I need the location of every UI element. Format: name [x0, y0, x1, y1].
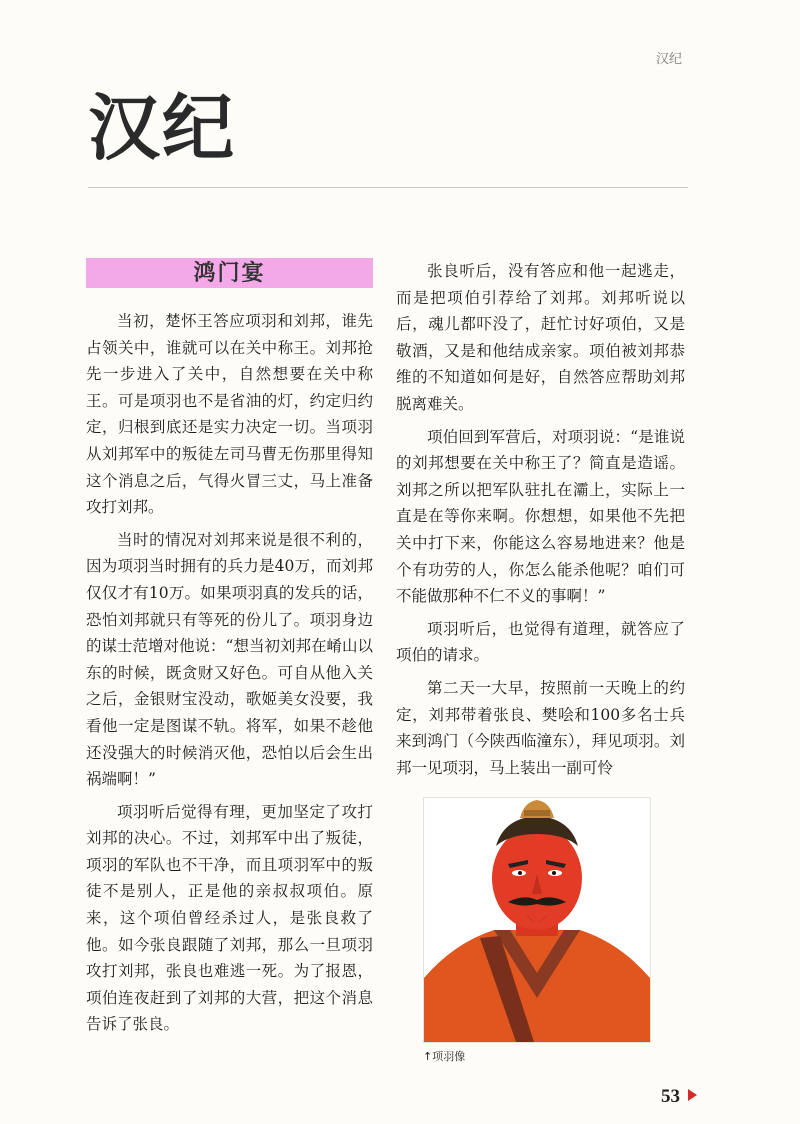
left-column	[86, 258, 373, 1044]
paragraph: 项羽听后觉得有理，更加坚定了攻打刘邦的决心。不过，刘邦军中出了叛徒，项羽的军队也不干净，而且项羽军中的叛徒不是别人，正是他的亲叔叔项伯。原来，这个项伯曾经杀过人，是张良救了他。如今张良跟随了刘邦，那么一旦项羽攻打刘邦，张良也难逃一死。为了报恩，项伯连夜赶到了刘邦的大营，把这个消息告诉了张良。	[86, 802, 373, 1034]
page-number: 53	[661, 1086, 680, 1107]
running-header: 汉纪	[655, 52, 682, 67]
paragraph: 当初，楚怀王答应项羽和刘邦，谁先占领关中，谁就可以在关中称王。刘邦抢先一步进入了关中，自然想要在关中称王。可是项羽也不是省油的灯，约定归约定，归根到底还是实力决定一切。当项羽从刘邦军中的叛徒左司马曹无伤那里得知这个消息之后，气得火冒三丈，马上准备攻打刘邦。	[86, 312, 373, 517]
portrait-image	[423, 797, 651, 1043]
title-rule	[88, 187, 688, 188]
page-title: 汉纪	[88, 86, 237, 170]
next-page-arrow-icon	[688, 1089, 697, 1101]
right-column	[396, 258, 685, 787]
paragraph: 第二天一大早，按照前一天晚上的约定，刘邦带着张良、樊哙和100多名士兵来到鸿门（今陕西临潼东），拜见项羽。刘邦一见项羽，马上装出一副可怜	[396, 678, 685, 777]
paragraph: 项伯回到军营后，对项羽说：“是谁说的刘邦想要在关中称王了？简直是造谣。刘邦之所以把军队驻扎在灞上，实际上一直是在等你来啊。你想想，如果他不先把关中打下来，你能这么容易地进来？他是个有功劳的人，你怎么能杀他呢？咱们可不能做那种不仁不义的事啊！”	[396, 427, 685, 606]
paragraph: 当时的情况对刘邦来说是很不利的，因为项羽当时拥有的兵力是40万，而刘邦仅仅才有10万。如果项羽真的发兵的话，恐怕刘邦就只有等死的份儿了。项羽身边的谋士范增对他说：“想当初刘邦在崤山以东的时候，既贪财又好色。可自从他入关之后，金银财宝没动，歌姬美女没要，我看他一定是图谋不轨。将军，如果不趁他还没强大的时候消灭他，恐怕以后会生出祸端啊！”	[86, 530, 373, 789]
section-heading: 鸿门宴	[86, 258, 373, 288]
paragraph: 项羽听后，也觉得有道理，就答应了项伯的请求。	[396, 619, 685, 665]
figure-caption: ↑项羽像	[423, 1050, 466, 1063]
paragraph: 张良听后，没有答应和他一起逃走，而是把项伯引荐给了刘邦。刘邦听说以后，魂儿都吓没了，赶忙讨好项伯，又是敬酒，又是和他结成亲家。项伯被刘邦恭维的不知道如何是好，自然答应帮助刘邦脱离难关。	[396, 262, 685, 413]
